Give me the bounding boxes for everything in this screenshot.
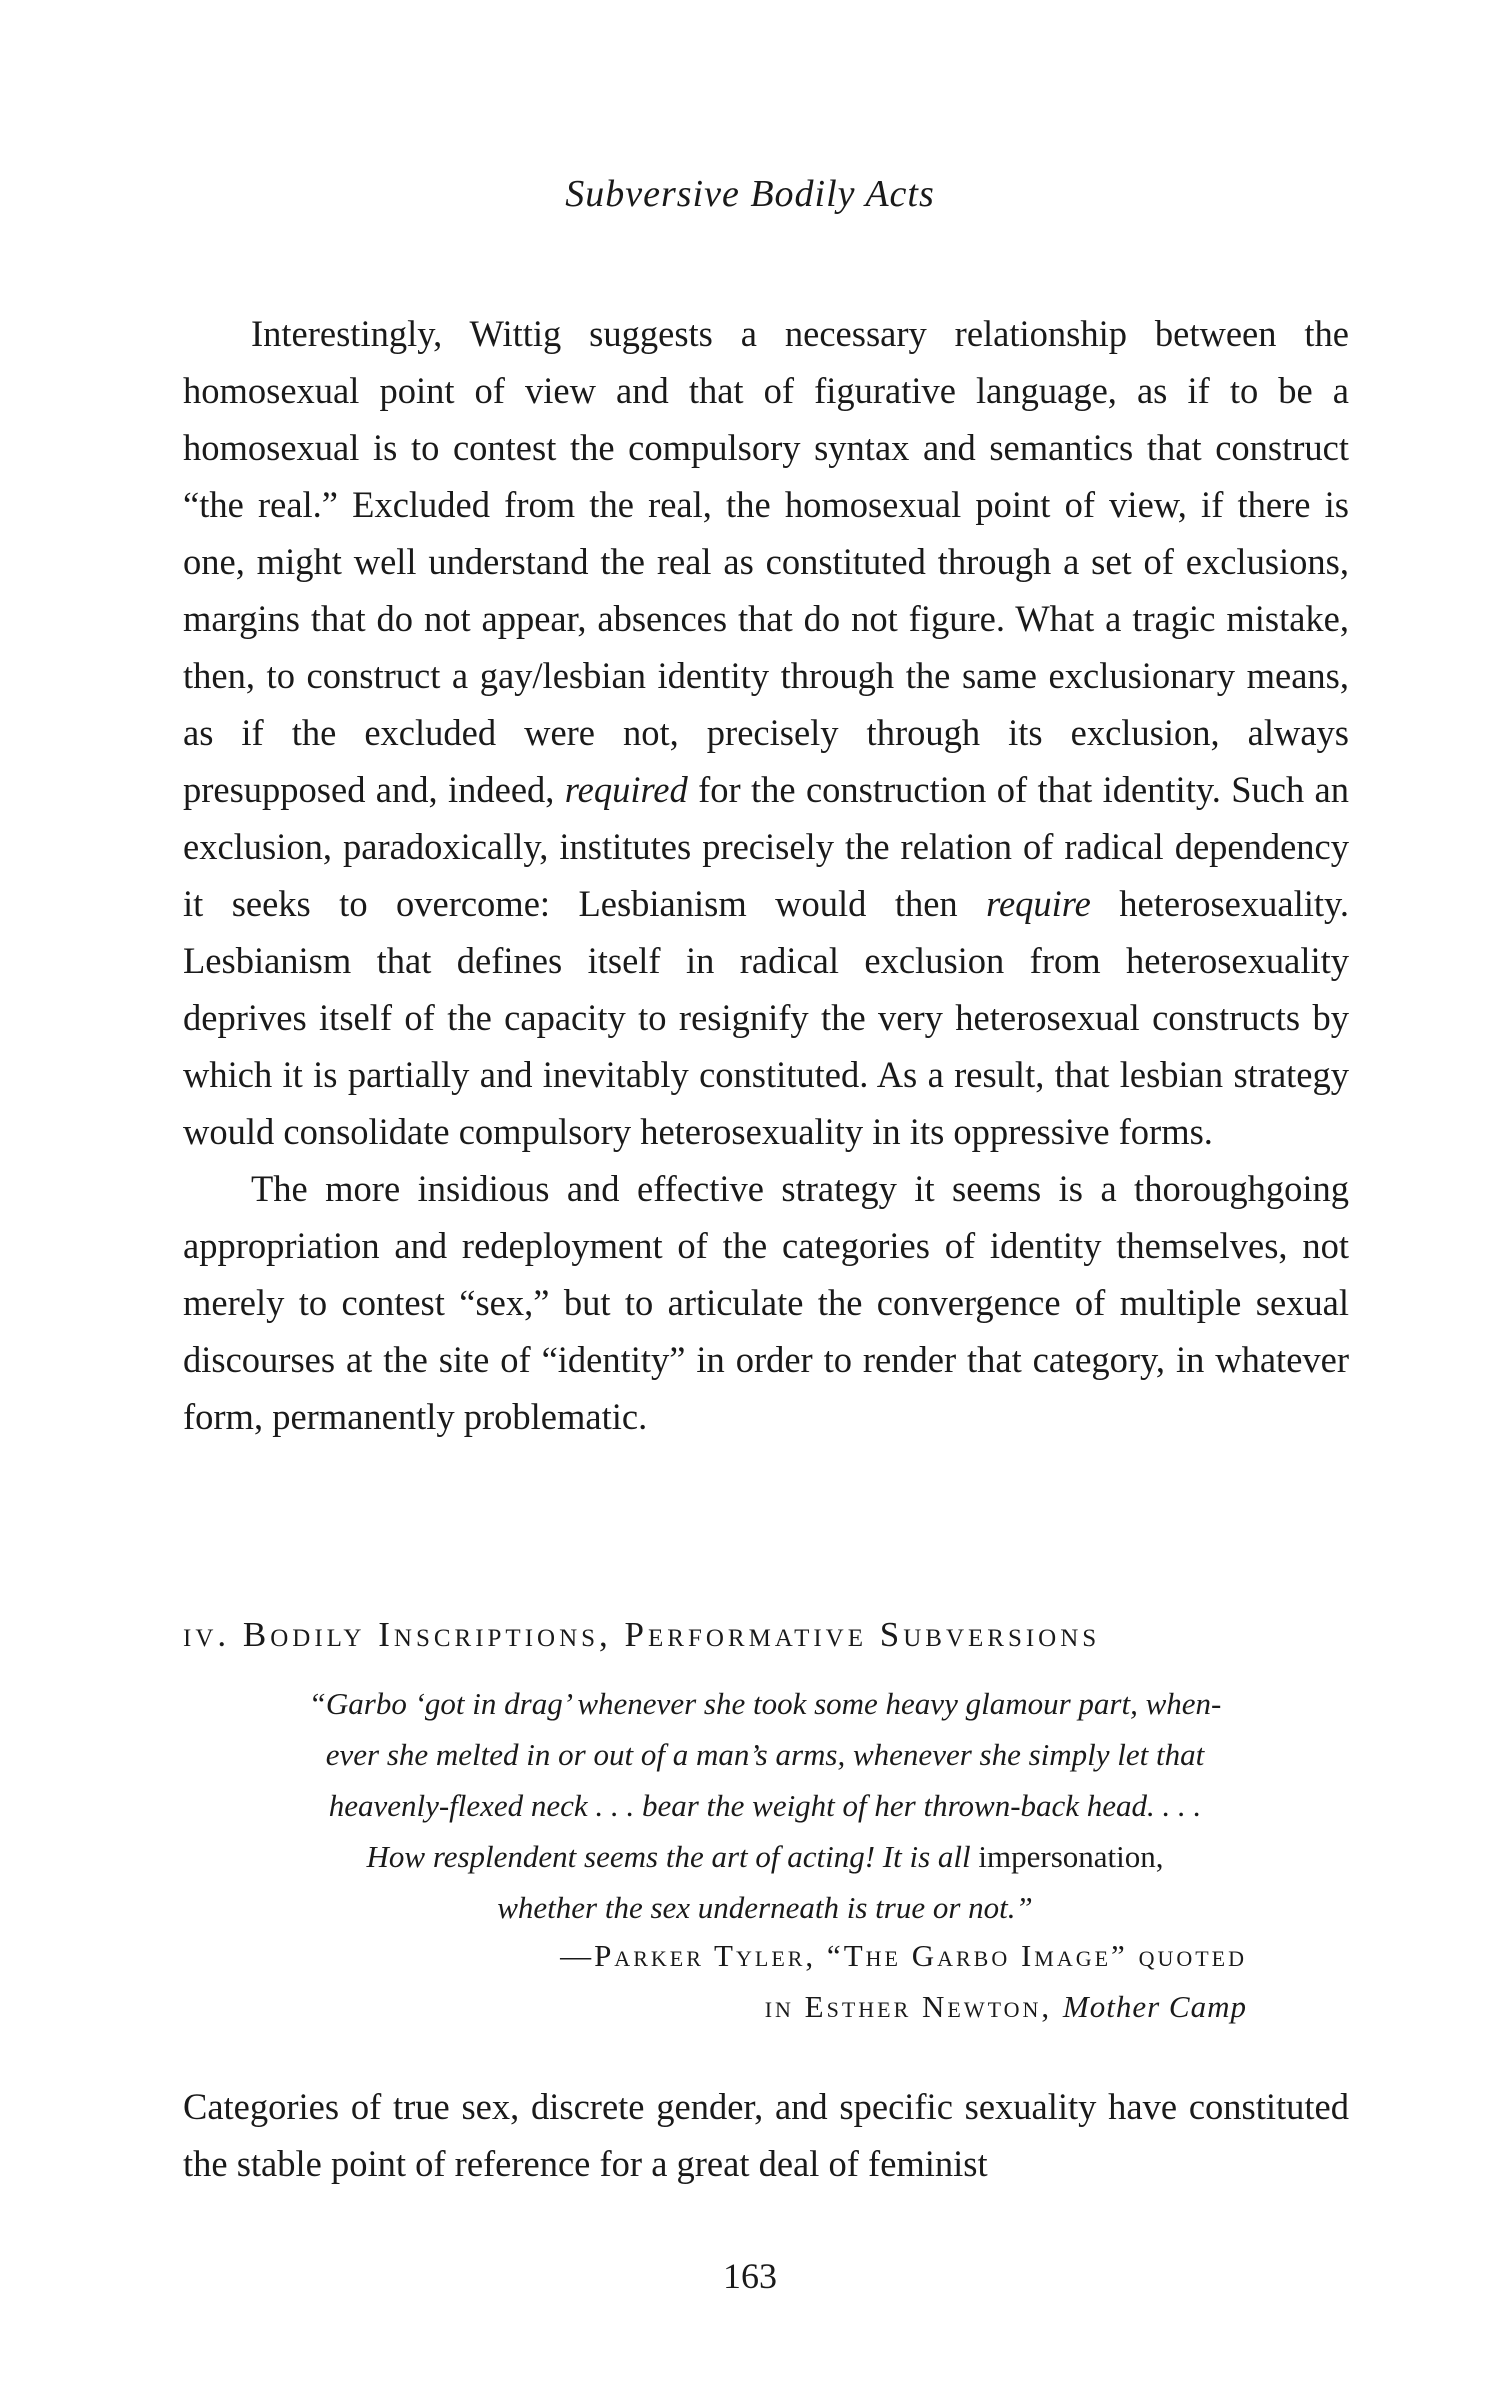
running-head: Subversive Bodily Acts	[565, 173, 935, 215]
body-text-upper	[183, 305, 1349, 1445]
epigraph-line: whether the sex underneath is true or not.”	[497, 1890, 1033, 1925]
emphasis-required: required	[564, 769, 688, 810]
attribution-line: —Parker Tyler, “The Garbo Image” quoted	[560, 1938, 1247, 1973]
epigraph-roman-text: impersonation,	[978, 1839, 1164, 1874]
paragraph-strategy: The more insidious and effective strategy it seems is a thoroughgoing appropriation and redeployment of the categories of identity themselves, not merely to contest “sex,” but to articulate the convergence of multiple sexual discourses at the site of “identity” in order to render that category, in whatever form, permanently problematic.	[183, 1168, 1349, 1437]
epigraph-italic-text: How resplendent seems the art of acting! It is all	[366, 1839, 979, 1874]
epigraph-line: heavenly-flexed neck . . . bear the weight of her thrown-back head. . . .	[328, 1788, 1202, 1823]
attribution-line	[275, 1981, 1247, 2032]
paragraph-wittig-part-c: heterosexuality. Lesbianism that defines itself in radical exclusion from heterosexuality deprives itself of the capacity to resignify the very heterosexual constructs by which it is partially and inevitably constituted. As a result, that lesbian strategy would consolidate compulsory heterosexuality in its oppressive forms.	[183, 883, 1349, 1152]
paragraph-wittig-part-a: Interestingly, Wittig suggests a necessary relationship between the homosexual point of view and that of figurative language, as if to be a homosexual is to contest the compulsory syntax and semantics that construct “the real.” Excluded from the real, the homosexual point of view, if there is one, might well understand the real as constituted through a set of exclusions, margins that do not appear, absences that do not figure. What a tragic mistake, then, to construct a gay/lesbian identity through the same exclusionary means, as if the excluded were not, precisely through its exclusion, always presupposed and, indeed,	[183, 313, 1349, 810]
body-text-lower	[183, 2078, 1349, 2192]
epigraph-line: “Garbo ‘got in drag’ whenever she took some heavy glamour part, when-	[308, 1686, 1222, 1721]
paragraph-categories: Categories of true sex, discrete gender, and specific sexuality have constituted the stable point of reference for a great deal of feminist	[183, 2086, 1349, 2184]
epigraph-attribution	[275, 1930, 1247, 2032]
attribution-prefix: in Esther Newton,	[764, 1989, 1063, 2024]
section-heading: iv. Bodily Inscriptions, Performative Subversions	[183, 1615, 1101, 1654]
paragraph-wittig	[183, 305, 1349, 1160]
page-number: 163	[723, 2256, 777, 2296]
paragraph-wittig-part-b: for the construction of that identity. Such an exclusion, paradoxically, institutes precisely the relation of radical dependency it seeks to overcome: Lesbianism would then	[183, 769, 1349, 924]
emphasis-require: require	[986, 883, 1091, 924]
epigraph-line: ever she melted in or out of a man’s arms, whenever she simply let that	[325, 1737, 1205, 1772]
epigraph-line	[275, 1831, 1255, 1882]
epigraph	[275, 1678, 1255, 1933]
attribution-book-title: Mother Camp	[1062, 1989, 1247, 2024]
